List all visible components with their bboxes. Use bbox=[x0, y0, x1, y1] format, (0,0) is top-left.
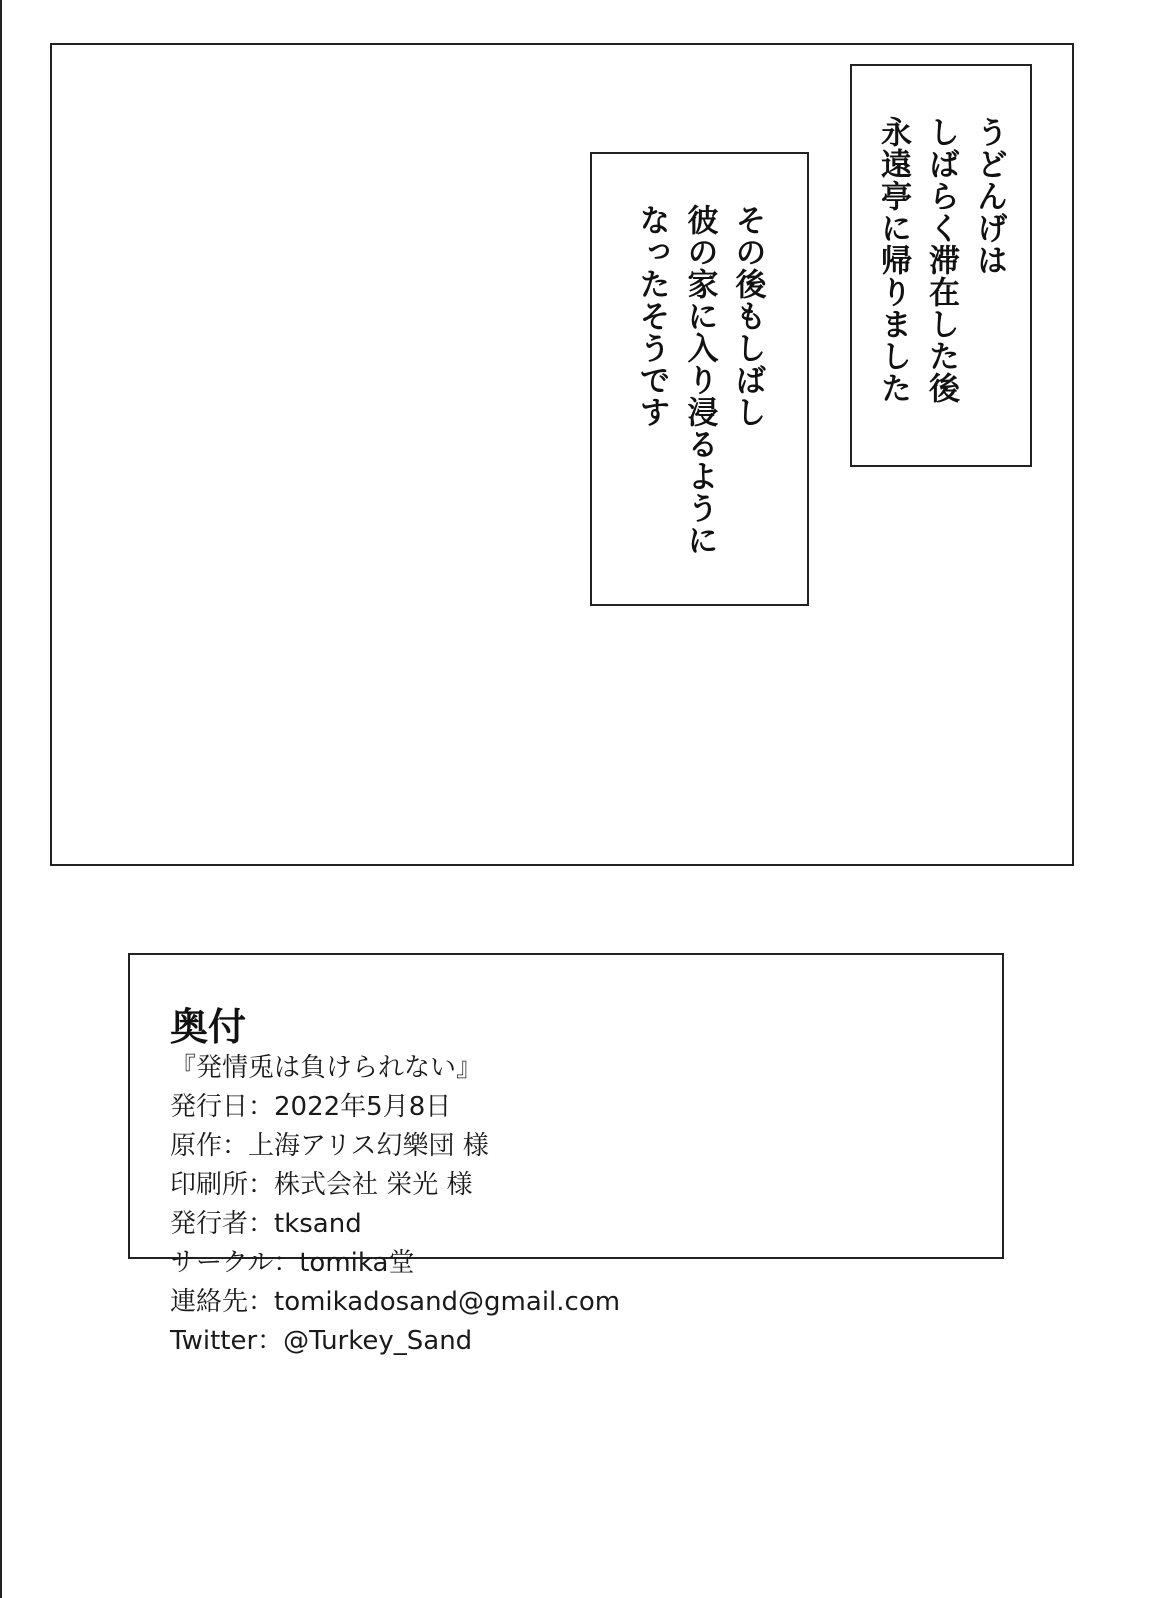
publisher: 発行者：tksand bbox=[170, 1209, 362, 1239]
caption-2-line-1: その後もしばし bbox=[729, 204, 766, 428]
caption-1-line-2: しばらく滞在した後 bbox=[923, 116, 959, 404]
book-title: 『発情兎は負けられない』 bbox=[170, 1053, 483, 1083]
colophon-box bbox=[128, 953, 1004, 1356]
page-left-edge bbox=[0, 0, 2, 1598]
caption-box-1 bbox=[850, 64, 1032, 467]
caption-1-line-3: 永遠亭に帰りました bbox=[875, 116, 911, 404]
caption-box-2 bbox=[590, 152, 809, 606]
caption-1-line-1: うどんげは bbox=[971, 116, 1007, 276]
original-work: 原作：上海アリス幻樂団 様 bbox=[170, 1131, 489, 1161]
publication-date: 発行日：2022年5月8日 bbox=[170, 1092, 452, 1122]
caption-2-line-3: なったそうです bbox=[633, 204, 670, 428]
contact: 連絡先：tomikadosand@gmail.com bbox=[170, 1287, 621, 1317]
caption-2-line-2: 彼の家に入り浸るように bbox=[681, 204, 718, 556]
twitter: Twitter：@Turkey_Sand bbox=[170, 1326, 473, 1356]
colophon-heading: 奥付 bbox=[170, 1005, 247, 1049]
printer: 印刷所：株式会社 栄光 様 bbox=[170, 1170, 473, 1200]
circle: サークル：tomika堂 bbox=[170, 1248, 415, 1278]
